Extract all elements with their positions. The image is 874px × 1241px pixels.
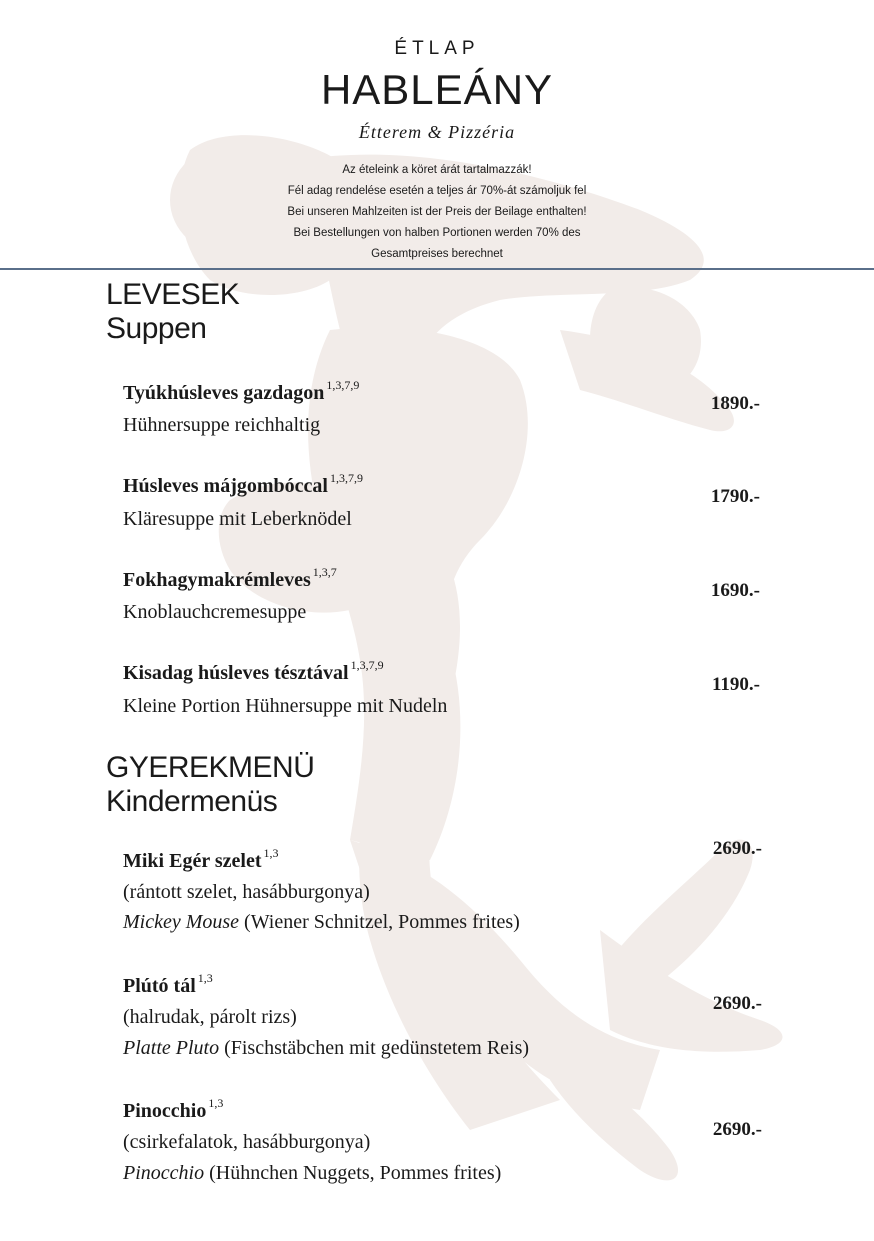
- allergen-codes: 1,3,7: [312, 565, 337, 579]
- menu-item-price: 1790.-: [710, 486, 760, 507]
- menu-item-price: 1190.-: [711, 674, 760, 695]
- menu-item-translation: Kleine Portion Hühnersuppe mit Nudeln: [123, 695, 448, 717]
- menu-item-description: (halrudak, párolt rizs): [123, 1006, 297, 1028]
- menu-item-name: Kisadag húsleves tésztával $^{1,3,7,9}$: [123, 658, 384, 684]
- menu-item-name: Miki Egér szelet $^{1,3}$: [123, 846, 279, 872]
- allergen-codes: 1,3,7,9: [350, 658, 384, 672]
- note-line: Az ételeink a köret árát tartalmazzák!: [342, 164, 532, 176]
- menu-item-name: Húsleves májgombóccal $^{1,3,7,9}$: [123, 471, 363, 497]
- menu-item-name: Tyúkhúsleves gazdagon $^{1,3,7,9}$: [123, 378, 360, 404]
- section-subtitle-soups: Suppen: [106, 312, 207, 345]
- restaurant-subtitle: Étterem & Pizzéria: [358, 122, 516, 142]
- menu-item-translation: Platte Pluto (Fischstäbchen mit gedünstetem Reis): [123, 1037, 530, 1059]
- section-subtitle-kids: Kindermenüs: [106, 785, 278, 818]
- note-line: Fél adag rendelése esetén a teljes ár 70%-át számoljuk fel: [287, 185, 587, 197]
- allergen-codes: 1,3,7,9: [326, 378, 360, 392]
- restaurant-name: HABLEÁNY: [320, 66, 554, 113]
- note-line: Bei Bestellungen von halben Portionen werden 70% des: [293, 227, 581, 239]
- section-title-soups: LEVESEK: [106, 278, 240, 311]
- menu-label: ÉTLAP: [394, 38, 480, 59]
- menu-item-translation: Mickey Mouse (Wiener Schnitzel, Pommes frites): [123, 911, 520, 933]
- menu-item-price: 2690.-: [712, 1119, 762, 1140]
- menu-item-description: (rántott szelet, hasábburgonya): [123, 881, 370, 903]
- price-notes: [0, 160, 874, 265]
- allergen-codes: 1,3: [263, 846, 279, 860]
- menu-item-price: 2690.-: [712, 838, 762, 859]
- allergen-codes: 1,3: [197, 971, 213, 985]
- allergen-codes: 1,3: [208, 1096, 224, 1110]
- menu-item-price: 1890.-: [710, 393, 760, 414]
- menu-item-translation: Knoblauchcremesuppe: [123, 601, 307, 623]
- menu-item-translation: Pinocchio (Hühnchen Nuggets, Pommes frites): [123, 1162, 502, 1184]
- menu-item-translation: Hühnersuppe reichhaltig: [123, 414, 321, 436]
- menu-item-price: 2690.-: [712, 993, 762, 1014]
- menu-item-name: Pinocchio $^{1,3}$: [123, 1096, 224, 1122]
- allergen-codes: 1,3,7,9: [329, 471, 363, 485]
- menu-item-name: Fokhagymakrémleves $^{1,3,7}$: [123, 565, 337, 591]
- section-title-kids: GYEREKMENÜ: [106, 751, 315, 784]
- menu-item-translation: Kläresuppe mit Leberknödel: [123, 508, 352, 530]
- menu-item-description: (csirkefalatok, hasábburgonya): [123, 1131, 371, 1153]
- menu-item-price: 1690.-: [710, 580, 760, 601]
- menu-item-name: Plútó tál $^{1,3}$: [123, 971, 213, 997]
- note-line: Bei unseren Mahlzeiten ist der Preis der Beilage enthalten!: [287, 206, 587, 218]
- header-divider: [0, 268, 874, 270]
- note-line: Gesamtpreises berechnet: [371, 248, 503, 260]
